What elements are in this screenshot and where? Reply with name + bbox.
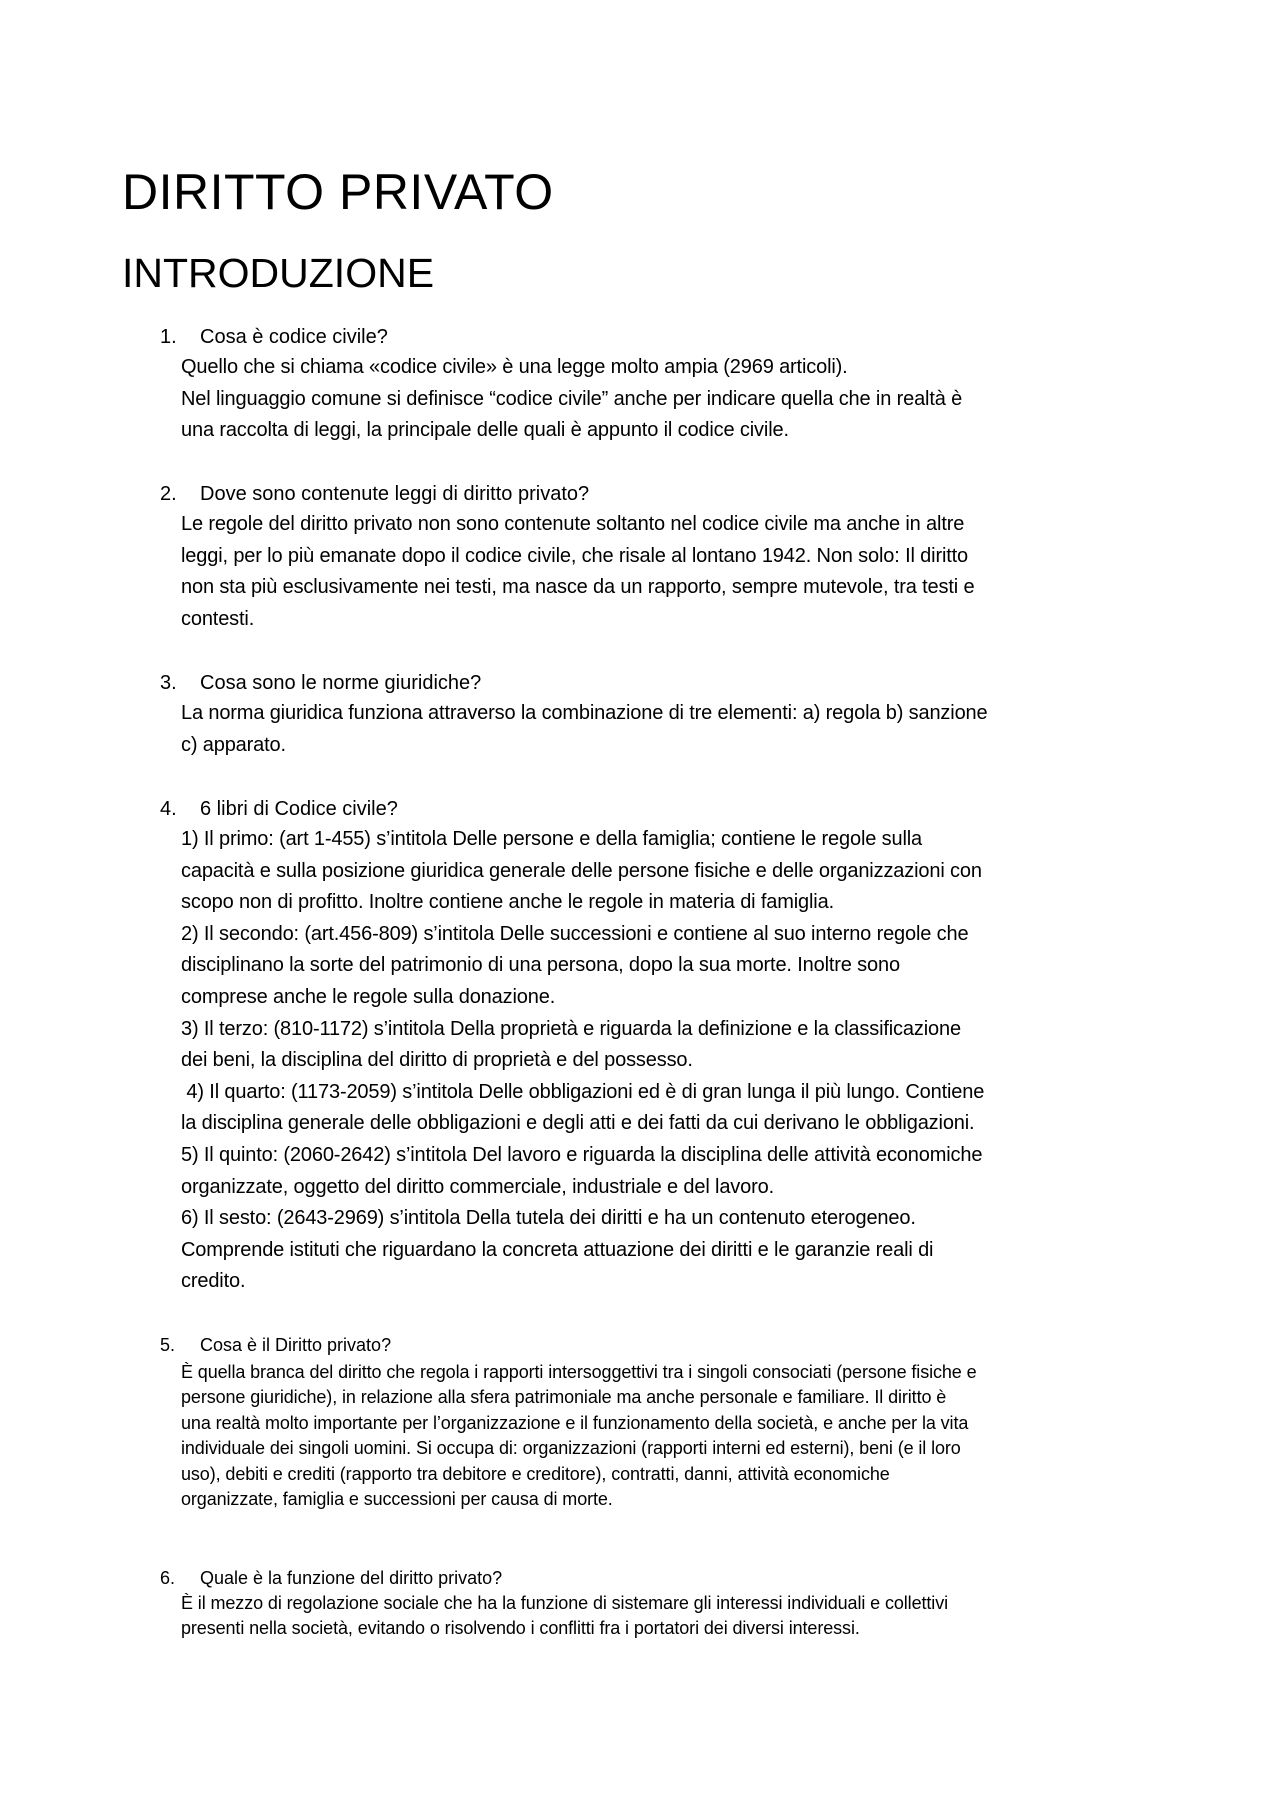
answer-line: comprese anche le regole sulla donazione. — [181, 985, 556, 1008]
answer-line: dei beni, la disciplina del diritto di proprietà e del possesso. — [181, 1049, 693, 1072]
question-heading — [160, 322, 388, 352]
answer-line: organizzate, oggetto del diritto commerciale, industriale e del lavoro. — [181, 1175, 775, 1198]
answer-line: leggi, per lo più emanate dopo il codice civile, che risale al lontano 1942. Non solo: Il diritto — [181, 544, 969, 567]
answer-line: credito. — [181, 1270, 246, 1293]
answer-line: c) apparato. — [181, 733, 286, 756]
question-heading — [160, 668, 481, 698]
question-heading — [160, 794, 398, 824]
answer-line: 1) Il primo: (art 1-455) s’intitola Delle persone e della famiglia; contiene le regole sulla — [181, 828, 923, 850]
answer-line: Comprende istituti che riguardano la concreta attuazione dei diritti e le garanzie reali di — [181, 1238, 934, 1261]
answer-line: 2) Il secondo: (art.456-809) s’intitola Delle successioni e contiene al suo interno regole che — [181, 922, 969, 945]
answer-body — [181, 1591, 1171, 1642]
answer-line: disciplinano la sorte del patrimonio di una persona, dopo la sua morte. Inoltre sono — [181, 954, 900, 977]
list-number: 6. — [160, 1568, 176, 1588]
section-heading-introduzione: INTRODUZIONE — [122, 250, 435, 296]
answer-line: 3) Il terzo: (810-1172) s’intitola Della proprietà e riguarda la definizione e la classificazione — [181, 1017, 961, 1040]
answer-line: scopo non di profitto. Inoltre contiene anche le regole in materia di famiglia. — [181, 891, 834, 914]
answer-line: persone giuridiche), in relazione alla sfera patrimoniale ma anche personale e familiare. Il diritto è — [181, 1387, 947, 1408]
question-heading — [160, 479, 589, 509]
answer-line: 4) Il quarto: (1173-2059) s’intitola Delle obbligazioni ed è di gran lunga il più lungo. Contiene — [181, 1080, 985, 1103]
answer-line: Le regole del diritto privato non sono contenute soltanto nel codice civile ma anche in altre — [181, 513, 965, 535]
question-text: Dove sono contenute leggi di diritto privato? — [200, 483, 590, 505]
document-title: DIRITTO PRIVATO — [122, 164, 554, 220]
list-number: 4. — [160, 798, 177, 820]
answer-line: capacità e sulla posizione giuridica generale delle persone fisiche e delle organizzazioni con — [181, 859, 982, 882]
list-number: 5. — [160, 1335, 176, 1355]
question-text: Cosa sono le norme giuridiche? — [200, 672, 482, 694]
answer-line: 6) Il sesto: (2643-2969) s’intitola Della tutela dei diritti e ha un contenuto eterogeneo. — [181, 1207, 916, 1230]
list-number: 3. — [160, 672, 177, 694]
answer-body — [181, 698, 1171, 761]
answer-line: individuale dei singoli uomini. Si occupa di: organizzazioni (rapporti interni ed esterni), beni (e il loro — [181, 1438, 961, 1459]
question-text: Quale è la funzione del diritto privato? — [200, 1568, 503, 1588]
question-text: Cosa è codice civile? — [200, 326, 388, 348]
answer-line: presenti nella società, evitando o risolvendo i conflitti fra i portatori dei diversi interessi. — [181, 1618, 860, 1639]
answer-body — [181, 352, 1171, 447]
question-heading — [160, 1330, 391, 1360]
question-text: Cosa è il Diritto privato? — [200, 1335, 392, 1355]
answer-line: una raccolta di leggi, la principale delle quali è appunto il codice civile. — [181, 419, 789, 442]
answer-line: È il mezzo di regolazione sociale che ha la funzione di sistemare gli interessi individuali e collettivi — [181, 1593, 948, 1613]
answer-line: uso), debiti e crediti (rapporto tra debitore e creditore), contratti, danni, attività economiche — [181, 1463, 890, 1484]
answer-line: non sta più esclusivamente nei testi, ma nasce da un rapporto, sempre mutevole, tra testi e — [181, 576, 975, 599]
answer-line: organizzate, famiglia e successioni per causa di morte. — [181, 1489, 613, 1510]
answer-body — [181, 509, 1171, 635]
answer-line: La norma giuridica funziona attraverso la combinazione di tre elementi: a) regola b) sanzione — [181, 702, 988, 724]
question-heading — [160, 1563, 502, 1593]
answer-body — [181, 1360, 1171, 1512]
list-number: 1. — [160, 326, 177, 348]
answer-line: Nel linguaggio comune si definisce “codice civile” anche per indicare quella che in realtà è — [181, 387, 963, 410]
answer-body — [181, 824, 1171, 1298]
answer-line: una realtà molto importante per l’organizzazione e il funzionamento della società, e anche per la vita — [181, 1412, 969, 1433]
answer-line: Quello che si chiama «codice civile» è una legge molto ampia (2969 articoli). — [181, 356, 848, 378]
question-text: 6 libri di Codice civile? — [200, 798, 398, 820]
answer-line: 5) Il quinto: (2060-2642) s’intitola Del lavoro e riguarda la disciplina delle attività economiche — [181, 1143, 983, 1166]
answer-line: la disciplina generale delle obbligazioni e degli atti e dei fatti da cui derivano le obbligazioni. — [181, 1112, 975, 1135]
list-number: 2. — [160, 483, 177, 505]
answer-line: contesti. — [181, 607, 255, 630]
answer-line: È quella branca del diritto che regola i rapporti intersoggettivi tra i singoli consociati (persone fisiche e — [181, 1362, 977, 1382]
